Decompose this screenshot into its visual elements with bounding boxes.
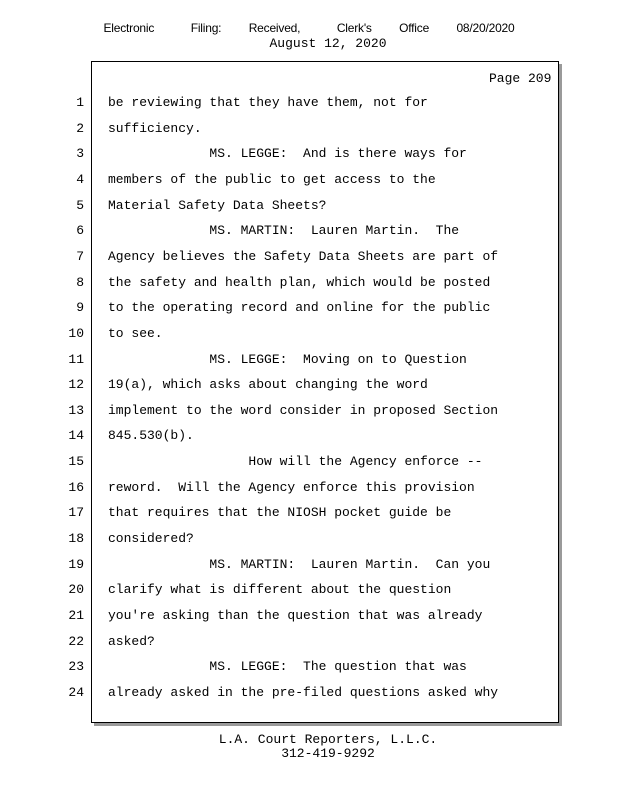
line-number: 24 <box>68 685 84 700</box>
transcript-line-text: MS. MARTIN: Lauren Martin. Can you <box>108 557 491 572</box>
line-number: 5 <box>76 198 84 213</box>
line-number: 17 <box>68 505 84 520</box>
line-number: 15 <box>68 454 84 469</box>
line-number: 11 <box>68 352 84 367</box>
transcript-line-text: MS. LEGGE: Moving on to Question <box>108 352 467 367</box>
line-number: 20 <box>68 582 84 597</box>
transcript-line-text: MS. LEGGE: And is there ways for <box>108 146 467 161</box>
transcript-line-text: that requires that the NIOSH pocket guide be <box>108 505 452 520</box>
transcript-line-text: MS. MARTIN: Lauren Martin. The <box>108 223 460 238</box>
line-number: 12 <box>68 377 84 392</box>
line-number: 21 <box>68 608 84 623</box>
transcript-line-text: Agency believes the Safety Data Sheets are part of <box>108 249 499 264</box>
transcript-line-text: Material Safety Data Sheets? <box>108 198 327 213</box>
transcript-line-text: 845.530(b). <box>108 428 194 443</box>
transcript-line-text: clarify what is different about the question <box>108 582 452 597</box>
line-number: 14 <box>68 428 84 443</box>
line-number: 8 <box>76 275 84 290</box>
transcript-line-text: implement to the word consider in proposed Section <box>108 403 499 418</box>
transcript-line-text: asked? <box>108 634 155 649</box>
line-number: 3 <box>76 146 84 161</box>
transcript-line-text: members of the public to get access to the <box>108 172 436 187</box>
hearing-date: August 12, 2020 <box>269 36 387 51</box>
line-number: 7 <box>76 249 84 264</box>
transcript-line-text: sufficiency. <box>108 121 202 136</box>
transcript-line-text: considered? <box>108 531 194 546</box>
line-number: 19 <box>68 557 84 572</box>
line-number: 16 <box>68 480 84 495</box>
court-reporter-footer <box>0 733 618 761</box>
electronic-filing-stamp: Electronic Filing: Received, Clerk's Office 08/20/2020 <box>103 21 515 35</box>
transcript-line-text: the safety and health plan, which would be posted <box>108 275 491 290</box>
reporter-phone: 312-419-9292 <box>281 746 375 761</box>
page-number: Page 209 <box>489 71 552 86</box>
transcript-line-text: to the operating record and online for the public <box>108 300 491 315</box>
line-number: 2 <box>76 121 84 136</box>
reporter-name: L.A. Court Reporters, L.L.C. <box>218 732 438 747</box>
line-number: 18 <box>68 531 84 546</box>
line-number: 1 <box>76 95 84 110</box>
transcript-line-text: reword. Will the Agency enforce this provision <box>108 480 475 495</box>
transcript-line-text: MS. LEGGE: The question that was <box>108 659 467 674</box>
transcript-line-text: be reviewing that they have them, not for <box>108 95 428 110</box>
transcript-line-text: you're asking than the question that was already <box>108 608 483 623</box>
transcript-line-text: 19(a), which asks about changing the word <box>108 377 428 392</box>
line-number: 9 <box>76 300 84 315</box>
line-number: 23 <box>68 659 84 674</box>
line-number: 4 <box>76 172 84 187</box>
line-number: 10 <box>68 326 84 341</box>
line-number: 6 <box>76 223 84 238</box>
transcript-line-text: already asked in the pre-filed questions asked why <box>108 685 499 700</box>
line-number: 22 <box>68 634 84 649</box>
line-number: 13 <box>68 403 84 418</box>
transcript-line-text: to see. <box>108 326 163 341</box>
transcript-line-text: How will the Agency enforce -- <box>108 454 483 469</box>
